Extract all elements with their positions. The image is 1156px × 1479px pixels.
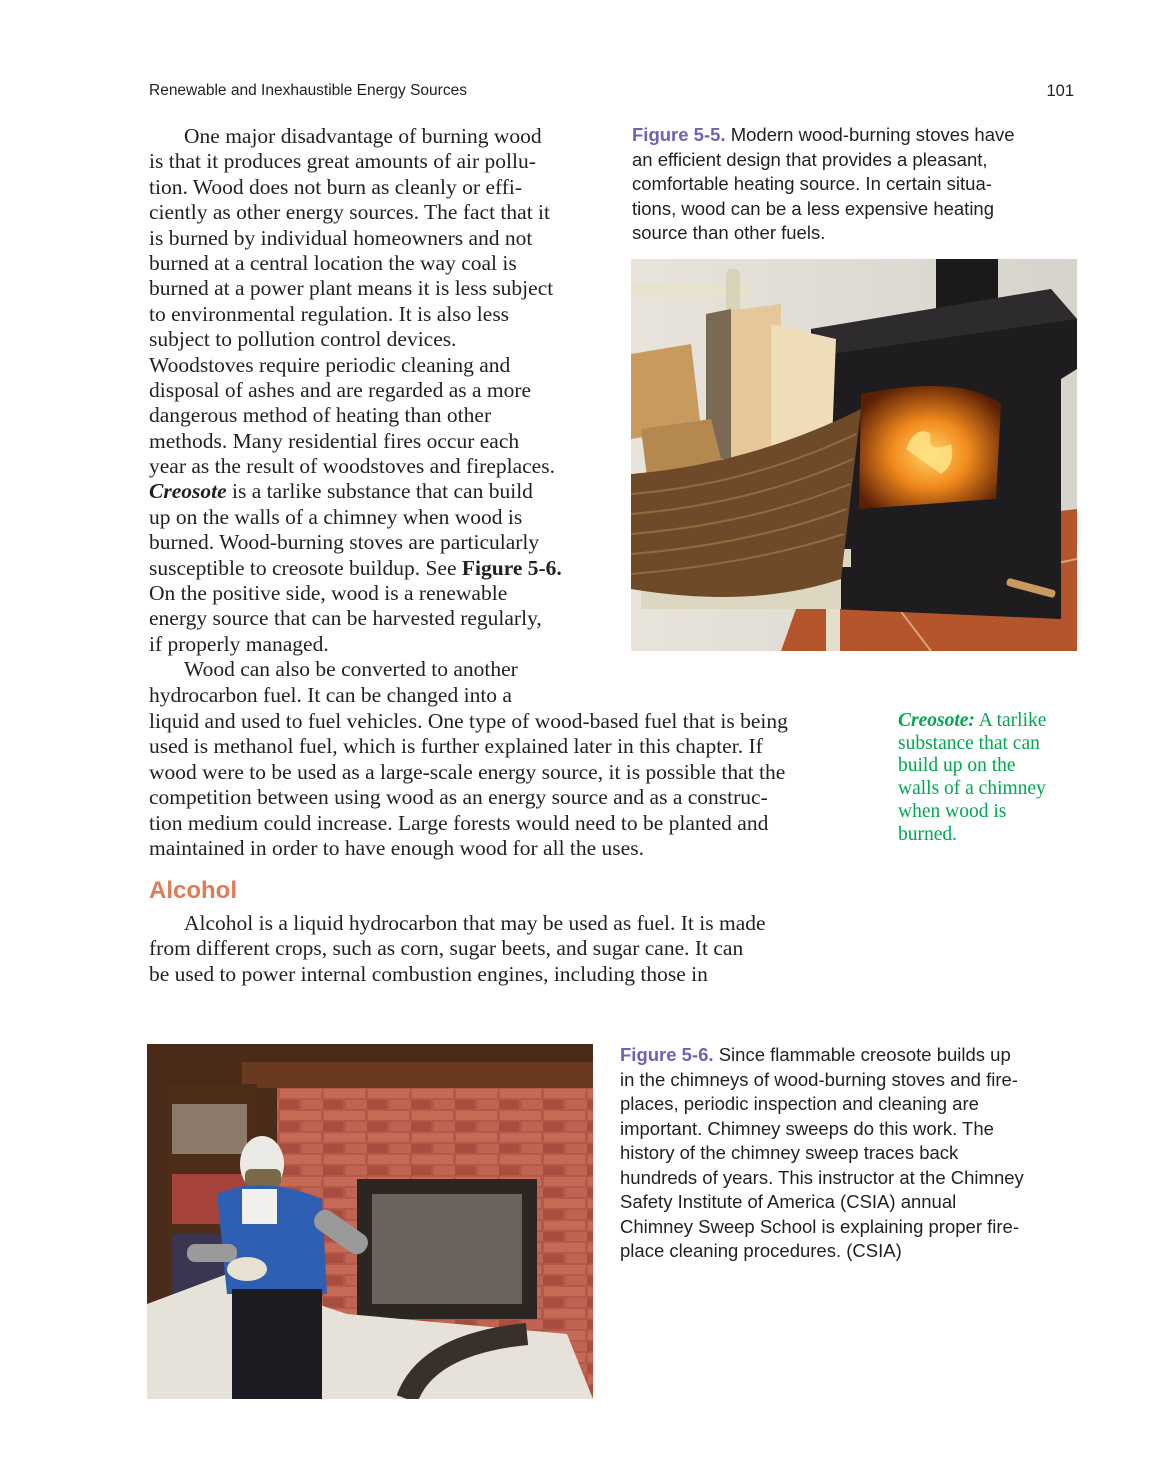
text-line: burned at a central location the way coal is <box>149 250 517 275</box>
glossary-term: Creosote: <box>898 710 975 731</box>
caption-line: source than other fuels. <box>632 222 826 243</box>
text-line: tion. Wood does not burn as cleanly or effi- <box>149 174 523 199</box>
text-line: Woodstoves require periodic cleaning and <box>149 352 511 377</box>
figure-reference-link[interactable]: Figure 5-6. <box>461 555 562 580</box>
text-line: to environmental regulation. It is also less <box>149 301 510 326</box>
text-line: ciently as other energy sources. The fact that it <box>149 200 550 225</box>
figure-5-6-caption <box>620 1043 1080 1264</box>
running-head: Renewable and Inexhaustible Energy Sources <box>149 82 467 99</box>
text-line: from different crops, such as corn, sugar beets, and sugar cane. It can <box>149 936 744 961</box>
glossary-line: burned. <box>898 823 958 845</box>
text-line: energy source that can be harvested regularly, <box>149 606 542 631</box>
text-line: be used to power internal combustion engines, including those in <box>149 961 708 986</box>
text-fragment: susceptible to creosote buildup. See <box>149 555 462 580</box>
chimney-sweep-illustration <box>147 1044 593 1399</box>
text-line: burned at a power plant means it is less subject <box>149 276 554 301</box>
caption-line: places, periodic inspection and cleaning are <box>620 1093 979 1114</box>
text-line: used is methanol fuel, which is further explained later in this chapter. If <box>149 734 763 759</box>
figure-label: Figure 5-5. <box>632 124 726 145</box>
key-term-creosote: Creosote <box>149 479 227 504</box>
text-line: liquid and used to fuel vehicles. One type of wood-based fuel that is being <box>149 709 788 733</box>
glossary-line: when wood is <box>898 800 1007 822</box>
text-line: year as the result of woodstoves and fireplaces. <box>149 454 555 479</box>
text-line: hydrocarbon fuel. It can be changed into a <box>149 682 512 707</box>
text-line <box>149 556 609 581</box>
caption-line: in the chimneys of wood-burning stoves and fire- <box>620 1068 1018 1090</box>
text-line: One major disadvantage of burning wood <box>184 124 542 148</box>
caption-line: history of the chimney sweep traces back <box>620 1142 959 1163</box>
caption-line: an efficient design that provides a pleasant, <box>632 148 988 170</box>
text-line: up on the walls of a chimney when wood is <box>149 504 523 529</box>
caption-text: Since flammable creosote builds up <box>713 1044 1011 1065</box>
figure-5-5-photo-wood-stove <box>631 259 1077 651</box>
text-line: is that it produces great amounts of air pollu- <box>149 149 536 174</box>
text-line: is burned by individual homeowners and not <box>149 225 533 250</box>
caption-line: Safety Institute of America (CSIA) annual <box>620 1191 957 1212</box>
text-line: burned. Wood-burning stoves are particularly <box>149 530 540 555</box>
wood-stove-illustration <box>631 259 1077 651</box>
text-line: competition between using wood as an energy source and as a construc- <box>149 785 768 810</box>
glossary-text: A tarlike <box>974 710 1047 731</box>
caption-line: comfortable heating source. In certain situa- <box>632 173 992 194</box>
text-line: disposal of ashes and are regarded as a more <box>149 377 532 402</box>
figure-5-6-photo-chimney-sweep <box>147 1044 593 1399</box>
caption-line: hundreds of years. This instructor at the Chimney <box>620 1166 1024 1188</box>
text-line: On the positive side, wood is a renewable <box>149 581 508 606</box>
page-number: 101 <box>1046 82 1074 100</box>
caption-line: place cleaning procedures. (CSIA) <box>620 1240 902 1261</box>
text-line <box>149 479 609 504</box>
text-line: Wood can also be converted to another <box>184 657 518 682</box>
text-fragment: is a tarlike substance that can build <box>226 479 533 504</box>
caption-line: Chimney Sweep School is explaining proper fire- <box>620 1215 1019 1237</box>
body-paragraph-wood-continued <box>149 709 869 861</box>
text-line: dangerous method of heating than other <box>149 403 492 428</box>
caption-text: Modern wood-burning stoves have <box>725 124 1015 145</box>
text-line: if properly managed. <box>149 631 329 656</box>
glossary-line: build up on the <box>898 755 1016 777</box>
caption-line <box>632 123 1082 148</box>
glossary-line <box>898 710 1078 733</box>
text-line: Alcohol is a liquid hydrocarbon that may be used as fuel. It is made <box>184 911 766 935</box>
section-heading-alcohol: Alcohol <box>149 877 237 904</box>
text-line: tion medium could increase. Large forests would need to be planted and <box>149 810 769 835</box>
glossary-line: substance that can <box>898 732 1040 754</box>
glossary-line: walls of a chimney <box>898 778 1046 800</box>
margin-glossary-creosote <box>898 710 1078 846</box>
caption-line: tions, wood can be a less expensive heating <box>632 197 995 219</box>
text-line: subject to pollution control devices. <box>149 327 457 352</box>
text-line: methods. Many residential fires occur each <box>149 428 520 453</box>
figure-5-5-caption <box>632 123 1082 246</box>
caption-line: important. Chimney sweeps do this work. The <box>620 1117 994 1139</box>
caption-line <box>620 1043 1080 1068</box>
figure-label: Figure 5-6. <box>620 1044 714 1065</box>
body-paragraph-alcohol <box>149 911 869 987</box>
text-line: wood were to be used as a large-scale energy source, it is possible that the <box>149 759 786 784</box>
body-paragraph-wood <box>149 124 609 708</box>
text-line: maintained in order to have enough wood for all the uses. <box>149 835 644 860</box>
